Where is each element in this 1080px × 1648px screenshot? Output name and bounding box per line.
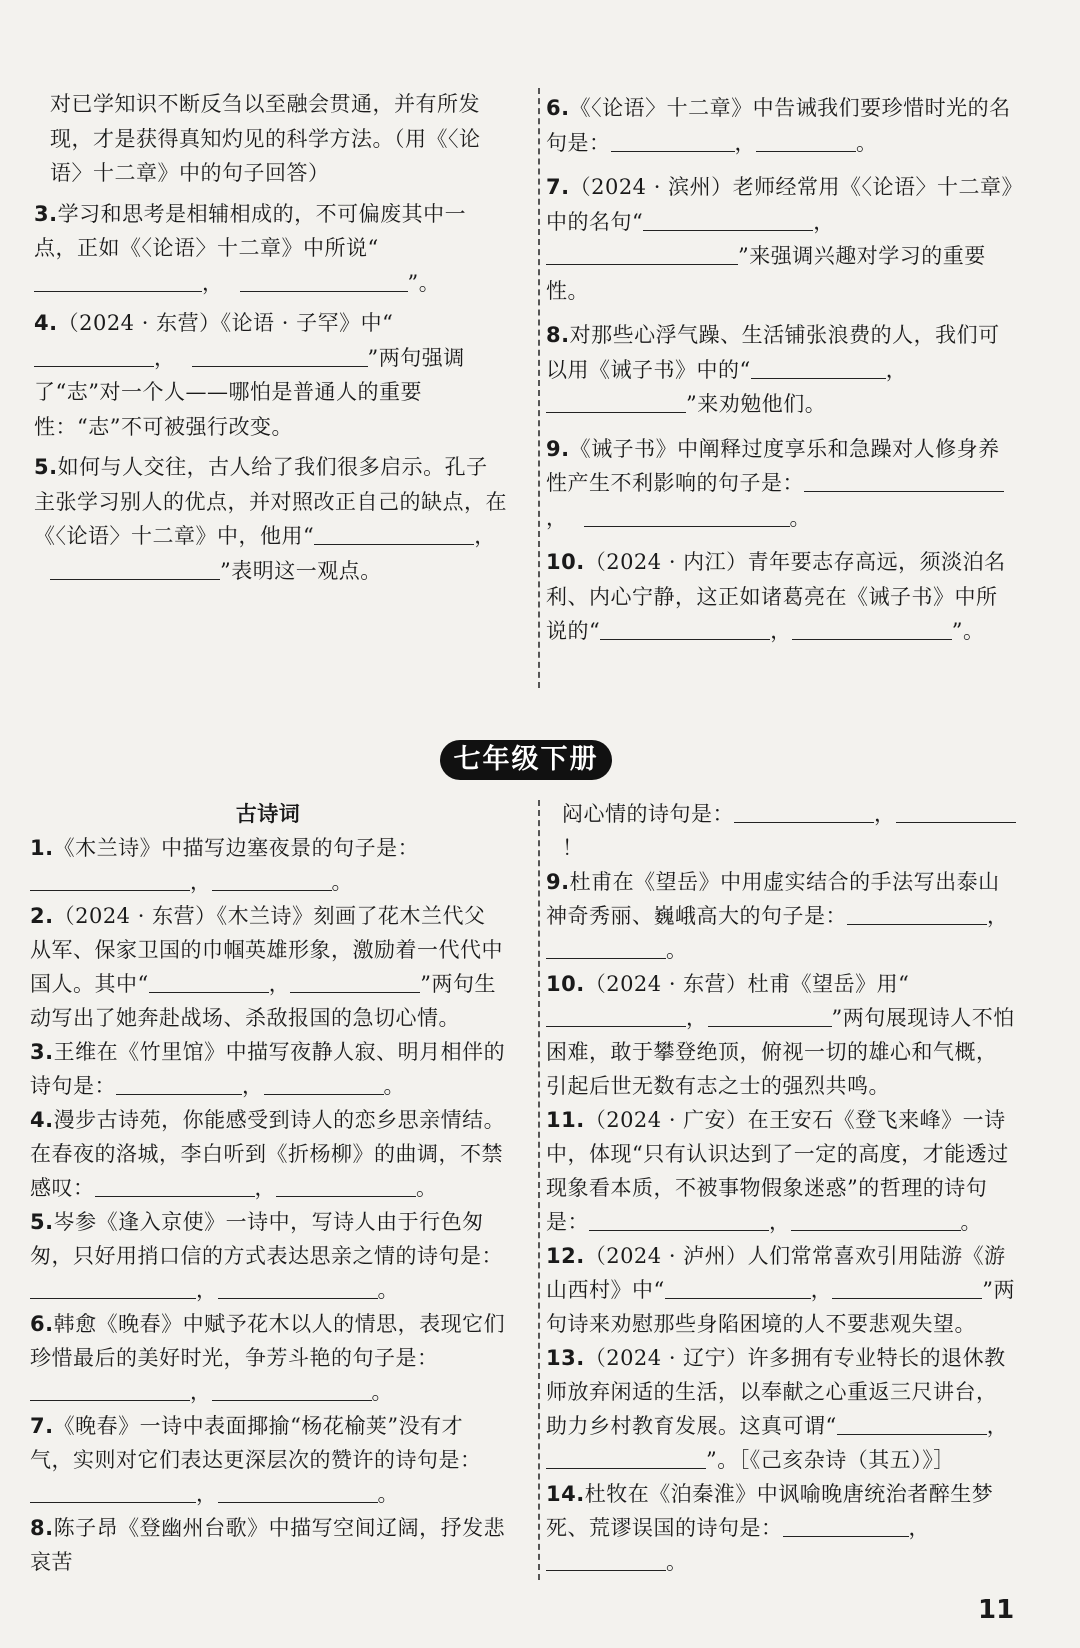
answer-blank[interactable] — [791, 1208, 961, 1231]
section-title: 七年级下册 — [440, 740, 612, 780]
question-text: ， — [686, 1006, 708, 1030]
question-text: ”两句生动写出了她奔赴战场、杀敌报国的急切心情。 — [30, 972, 496, 1030]
question-number: 3. — [34, 201, 58, 226]
answer-blank[interactable] — [546, 936, 666, 959]
answer-blank[interactable] — [30, 1276, 196, 1299]
question-text: 《诫子书》中阐释过度享乐和急躁对人修身养性产生不利影响的句子是： — [546, 436, 1000, 495]
question-item — [30, 1103, 506, 1205]
answer-blank[interactable] — [218, 1276, 378, 1299]
answer-blank[interactable] — [847, 902, 987, 925]
question-text: 。 — [377, 1482, 399, 1506]
question-text: ， — [987, 904, 1009, 928]
top-right-column — [546, 91, 1016, 649]
question-item — [546, 865, 1016, 967]
question-text: ， — [885, 357, 908, 382]
answer-blank[interactable] — [589, 1208, 769, 1231]
question-text: （2024 · 滨州）老师经常用《〈论语〉十二章》中的名句“ — [546, 175, 1013, 234]
question-number: 10. — [546, 972, 585, 996]
question-item — [30, 1511, 506, 1579]
question-text: ， — [268, 972, 291, 996]
question-text: ， — [154, 345, 176, 370]
question-text: ， — [190, 1380, 212, 1404]
question-text: 对那些心浮气躁、生活铺张浪费的人，我们可以用《诫子书》中的“ — [546, 323, 1000, 382]
question-text: ， — [546, 505, 568, 530]
question-number: 7. — [546, 175, 570, 199]
question-item — [30, 831, 506, 899]
question-text: （2024 · 东营）《木兰诗》刻画了花木兰代父从军、保家卫国的巾帼英雄形象，激励着一代代中国人。其中“ — [30, 904, 503, 996]
question-text: ， — [986, 1414, 1009, 1438]
question-item — [34, 197, 508, 301]
answer-blank[interactable] — [546, 1004, 686, 1027]
question-text: （2024 · 广安）在王安石《登飞来峰》一诗中，体现“只有认识达到了一定的高度，才能透过现象看本质，不被事物假象迷惑”的哲理的诗句是： — [546, 1108, 1009, 1234]
question-text: 《晚春》一诗中表面揶揄“杨花榆荚”没有才气，实则对它们表达更深层次的赞许的诗句是： — [30, 1414, 482, 1472]
answer-blank[interactable] — [212, 868, 332, 891]
question-text: 。 — [331, 870, 353, 894]
question-text: ， — [242, 1074, 264, 1098]
question-text: 。 — [371, 1380, 393, 1404]
question-item — [30, 1035, 506, 1103]
question-number: 12. — [546, 1244, 585, 1268]
question-text: ”两句展现诗人不怕困难，敢于攀登绝顶，俯视一切的雄心和气概，引起后世无数有志之士的强烈共鸣。 — [546, 1006, 1015, 1098]
question-number: 6. — [546, 96, 570, 120]
question-number: 4. — [30, 1108, 54, 1132]
answer-blank[interactable] — [314, 522, 474, 545]
question-text: 。 — [383, 1074, 405, 1098]
question-text: 。 — [377, 1278, 399, 1302]
question-text: 对已学知识不断反刍以至融会贯通，并有所发现，才是获得真知灼见的科学方法。（用《〈论语〉十二章》中的句子回答） — [50, 92, 481, 185]
question-number: 13. — [546, 1346, 585, 1370]
question-text: ， — [196, 1482, 218, 1506]
answer-blank[interactable] — [34, 269, 202, 292]
answer-blank[interactable] — [149, 970, 269, 993]
bottom-left-column — [30, 797, 506, 1579]
answer-blank[interactable] — [218, 1480, 378, 1503]
question-number: 1. — [30, 836, 54, 860]
answer-blank[interactable] — [783, 1514, 909, 1537]
question-text: 如何与人交往，古人给了我们很多启示。孔子主张学习别人的优点，并对照改正自己的缺点，在《〈论语〉十二章》中，他用“ — [34, 455, 507, 548]
question-text: ， — [908, 1516, 930, 1540]
question-number: 5. — [30, 1210, 54, 1234]
question-text: 《〈论语〉十二章》中告诫我们要珍惜时光的名句是： — [546, 96, 1011, 155]
answer-blank[interactable] — [792, 617, 952, 640]
question-text: 韩愈《晚春》中赋予花木以人的情思，表现它们珍惜最后的美好时光，争芳斗艳的句子是： — [30, 1312, 506, 1370]
question-text: （2024 · 内江）青年要志存高远，须淡泊名利、内心宁静，这正如诸葛亮在《诫子书》中所说的“ — [546, 550, 1006, 643]
answer-blank[interactable] — [896, 800, 1016, 823]
question-text: 陈子昂《登幽州台歌》中描写空间辽阔，抒发悲哀苦 — [30, 1516, 506, 1574]
question-item — [546, 170, 1016, 308]
answer-blank[interactable] — [643, 208, 813, 231]
question-item — [546, 318, 1016, 422]
question-text: ”。 — [951, 619, 985, 643]
question-number: 6. — [30, 1312, 54, 1336]
question-text: ”。［《己亥杂诗（其五）》］ — [706, 1448, 955, 1472]
answer-blank[interactable] — [50, 557, 220, 580]
question-text: （2024 · 辽宁）许多拥有专业特长的退休教师放弃闲适的生活，以奉献之心重返三尺讲台，助力乡村教育发展。这真可谓“ — [546, 1346, 1006, 1438]
answer-blank[interactable] — [192, 344, 368, 367]
question-text: ”两句诗来劝慰那些身陷困境的人不要悲观失望。 — [546, 1278, 1015, 1336]
answer-blank[interactable] — [600, 617, 770, 640]
answer-blank[interactable] — [290, 970, 420, 993]
answer-blank[interactable] — [837, 1412, 987, 1435]
question-text: ， — [196, 1278, 218, 1302]
question-text: ”表明这一观点。 — [220, 558, 382, 583]
question-text: ”来劝勉他们。 — [686, 392, 827, 416]
question-text: 。 — [416, 1176, 438, 1200]
answer-blank[interactable] — [665, 1276, 811, 1299]
answer-blank[interactable] — [30, 868, 190, 891]
question-item — [546, 797, 1016, 865]
column-divider — [538, 800, 540, 1580]
answer-blank[interactable] — [546, 390, 686, 413]
question-text: （2024 · 泸州）人们常常喜欢引用陆游《游山西村》中“ — [546, 1244, 1006, 1302]
question-text: 杜牧在《泊秦淮》中讽喻晚唐统治者醉生梦死、荒谬误国的诗句是： — [546, 1482, 994, 1540]
question-text: 《木兰诗》中描写边塞夜景的句子是： — [53, 836, 420, 860]
question-text: 。 — [789, 505, 811, 530]
question-number: 5. — [34, 455, 58, 479]
question-item — [30, 1409, 506, 1511]
question-text: ！ — [562, 836, 584, 860]
answer-blank[interactable] — [30, 1378, 190, 1401]
question-text: ， — [254, 1176, 276, 1200]
question-text: 漫步古诗苑，你能感受到诗人的恋乡思亲情结。在春夜的洛城，李白听到《折杨柳》的曲调，不禁感叹： — [30, 1108, 506, 1200]
answer-blank[interactable] — [832, 1276, 982, 1299]
answer-blank[interactable] — [264, 1072, 384, 1095]
question-item — [546, 545, 1016, 649]
question-text: 闷心情的诗句是： — [562, 802, 734, 826]
question-text: （2024 · 东营）《论语 · 子罕》中“ — [57, 311, 394, 335]
page-number: 11 — [978, 1595, 1015, 1625]
question-number: 8. — [546, 323, 570, 347]
question-item — [546, 1239, 1016, 1341]
answer-blank[interactable] — [584, 504, 790, 527]
question-number: 14. — [546, 1482, 585, 1506]
question-item — [546, 967, 1016, 1103]
question-item — [30, 1205, 506, 1307]
answer-blank[interactable] — [95, 1174, 255, 1197]
question-number: 7. — [30, 1414, 54, 1438]
answer-blank[interactable] — [751, 356, 886, 379]
bottom-right-column — [546, 797, 1016, 1579]
question-item — [30, 899, 506, 1035]
answer-blank[interactable] — [611, 129, 735, 152]
question-item — [34, 306, 508, 444]
answer-blank[interactable] — [34, 344, 154, 367]
question-text: 。 — [856, 130, 878, 155]
question-text: ， — [474, 524, 496, 548]
question-number: 2. — [30, 904, 54, 928]
question-number: 8. — [30, 1516, 54, 1540]
question-text: ， — [874, 802, 896, 826]
answer-blank[interactable] — [734, 800, 874, 823]
top-left-column — [34, 87, 508, 588]
question-item — [546, 432, 1016, 536]
answer-blank[interactable] — [756, 129, 856, 152]
question-number: 10. — [546, 550, 585, 574]
question-text: 王维在《竹里馆》中描写夜静人寂、明月相伴的诗句是： — [30, 1040, 506, 1098]
question-text: 。 — [666, 938, 688, 962]
question-item — [546, 1103, 1016, 1239]
answer-blank[interactable] — [546, 1548, 666, 1571]
question-text: ”来强调兴趣对学习的重要性。 — [546, 244, 986, 303]
question-text: ， — [813, 209, 835, 234]
question-item — [546, 1341, 1016, 1477]
answer-blank[interactable] — [546, 1446, 706, 1469]
question-text: ， — [769, 1210, 791, 1234]
question-number: 9. — [546, 870, 570, 894]
question-text: ， — [190, 870, 212, 894]
answer-blank[interactable] — [240, 269, 408, 292]
question-number: 3. — [30, 1040, 54, 1064]
question-number: 11. — [546, 1108, 585, 1132]
answer-blank[interactable] — [708, 1004, 832, 1027]
question-text: 学习和思考是相辅相成的，不可偏废其中一点，正如《〈论语〉十二章》中所说“ — [34, 201, 467, 260]
question-text: ， — [202, 270, 224, 295]
question-item — [34, 450, 508, 588]
question-item — [546, 1477, 1016, 1579]
column-divider — [538, 88, 540, 688]
question-number: 4. — [34, 311, 58, 335]
answer-blank[interactable] — [546, 242, 738, 265]
question-text: ， — [734, 130, 756, 155]
question-text: （2024 · 东营）杜甫《望岳》用“ — [584, 972, 910, 996]
section-subtitle: 古诗词 — [235, 802, 301, 826]
question-text: ”。 — [407, 270, 441, 295]
answer-blank[interactable] — [30, 1480, 196, 1503]
question-text: 杜甫在《望岳》中用虚实结合的手法写出泰山神奇秀丽、巍峨高大的句子是： — [546, 870, 1000, 928]
question-item — [34, 87, 508, 191]
question-text: 岑参《逢入京使》一诗中，写诗人由于行色匆匆，只好用捎口信的方式表达思亲之情的诗句是： — [30, 1210, 503, 1268]
question-text: ， — [810, 1278, 833, 1302]
question-text: 。 — [960, 1210, 982, 1234]
answer-blank[interactable] — [276, 1174, 416, 1197]
answer-blank[interactable] — [804, 469, 1004, 492]
question-item — [546, 91, 1016, 160]
question-item — [30, 1307, 506, 1409]
question-text: 。 — [666, 1550, 688, 1574]
question-text: ， — [770, 619, 792, 643]
question-number: 9. — [546, 436, 570, 461]
answer-blank[interactable] — [212, 1378, 372, 1401]
question-text: ”两句强调了“志”对一个人——哪怕是普通人的重要性：“志”不可被强行改变。 — [34, 345, 465, 439]
answer-blank[interactable] — [116, 1072, 242, 1095]
